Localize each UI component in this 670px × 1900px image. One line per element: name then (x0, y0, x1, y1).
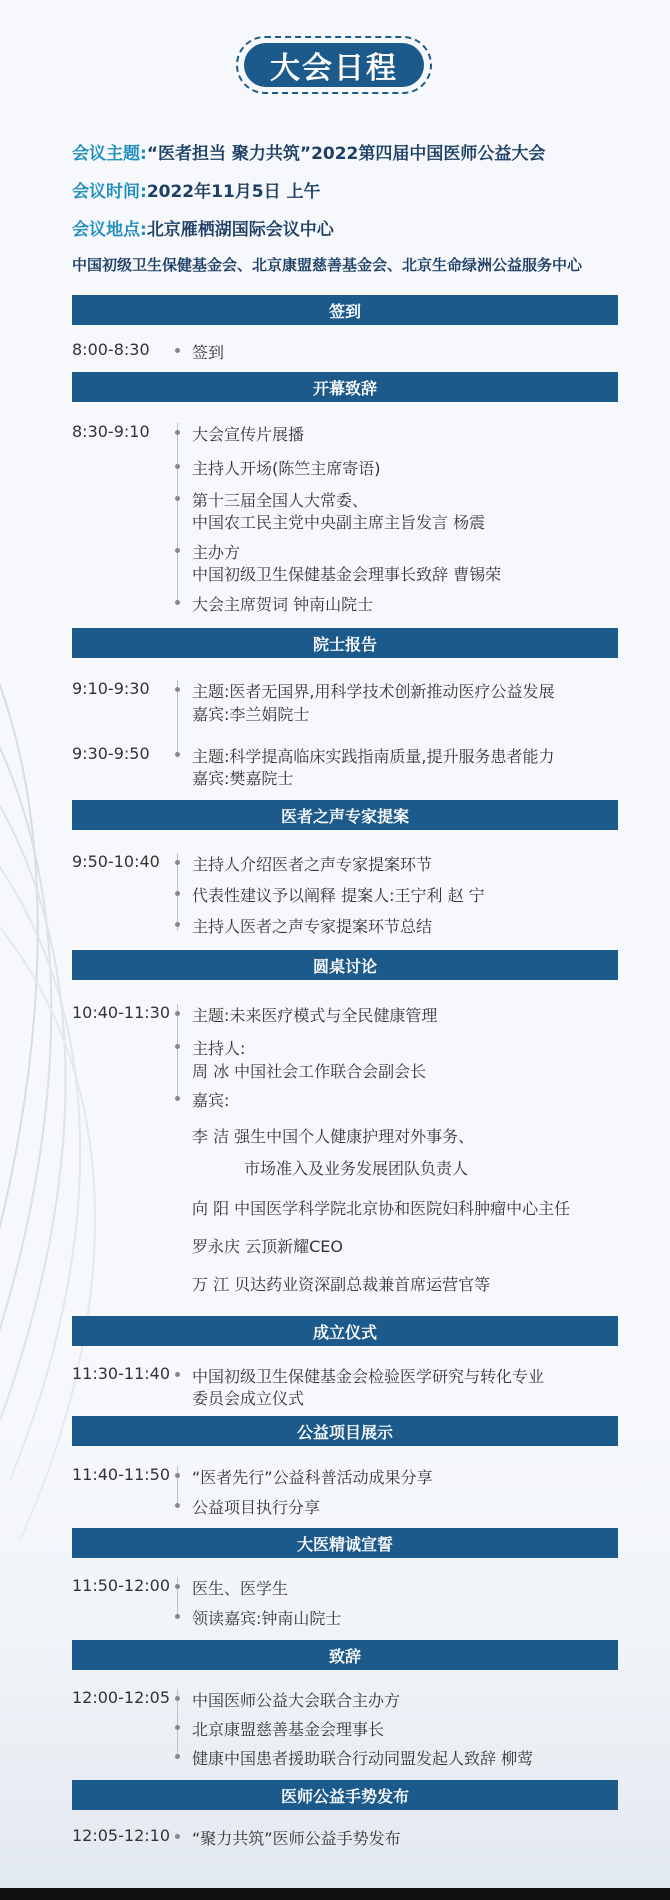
roundtable-topic: 主题:未来医疗模式与全民健康管理 (192, 1006, 438, 1025)
opening-item-2: 主持人开场(陈竺主席寄语) (192, 459, 381, 478)
opening-item-1: 大会宣传片展播 (192, 425, 305, 444)
speech-item-1: 中国医师公益大会联合主办方 (192, 1691, 401, 1710)
roundtable-guest-2: 向 阳 中国医学科学院北京协和医院妇科肿瘤中心主任 (192, 1199, 571, 1218)
section-header-roundtable: 圆桌讨论 (72, 950, 618, 980)
section-header-voice: 医者之声专家提案 (72, 800, 618, 830)
showcase-item-1: “医者先行”公益科普活动成果分享 (192, 1468, 433, 1487)
bullet-dot (175, 496, 180, 501)
time-opening: 8:30-9:10 (72, 422, 150, 441)
theme-label: 会议主题: (72, 144, 147, 164)
academician-guest-1: 嘉宾:李兰娟院士 (192, 705, 310, 724)
theme-line (72, 139, 545, 164)
roundtable-guest-1-cont: 市场准入及业务发展团队负责人 (244, 1159, 469, 1178)
time-line (72, 177, 321, 202)
timeline-line (177, 423, 178, 601)
showcase-item-2: 公益项目执行分享 (192, 1498, 321, 1517)
section-header-ceremony: 成立仪式 (72, 1316, 618, 1346)
page-title: 大会日程 (244, 43, 424, 87)
time-speech: 12:00-12:05 (72, 1688, 170, 1707)
bullet-dot (175, 1584, 180, 1589)
time-value: 2022年11月5日 上午 (146, 182, 321, 202)
bullet-dot (175, 1503, 180, 1508)
opening-item-7: 大会主席贺词 钟南山院士 (192, 595, 374, 614)
voice-item-2: 代表性建议予以阐释 提案人:王宁利 赵 宁 (192, 886, 485, 905)
oath-item-2: 领读嘉宾:钟南山院士 (192, 1609, 342, 1628)
bullet-dot (175, 1834, 180, 1839)
academician-topic-1: 主题:医者无国界,用科学技术创新推动医疗公益发展 (192, 682, 555, 701)
opening-item-5: 主办方 (192, 543, 241, 562)
voice-item-1: 主持人介绍医者之声专家提案环节 (192, 855, 433, 874)
ceremony-item-2: 委员会成立仪式 (192, 1389, 305, 1408)
timeline-line (177, 1004, 178, 1100)
bullet-dot (175, 1614, 180, 1619)
bullet-dot (175, 348, 180, 353)
opening-item-6: 中国初级卫生保健基金会理事长致辞 曹锡荣 (192, 565, 502, 584)
bullet-dot (175, 548, 180, 553)
ceremony-item-1: 中国初级卫生保健基金会检验医学研究与转化专业 (192, 1367, 545, 1386)
oath-item-1: 医生、医学生 (192, 1579, 289, 1598)
section-header-showcase: 公益项目展示 (72, 1416, 618, 1446)
bullet-dot (175, 1372, 180, 1377)
bullet-dot (175, 1725, 180, 1730)
roundtable-guest-3: 罗永庆 云顶新耀CEO (192, 1237, 343, 1256)
speech-item-2: 北京康盟慈善基金会理事长 (192, 1720, 385, 1739)
time-voice: 9:50-10:40 (72, 852, 160, 871)
bullet-dot (175, 600, 180, 605)
bullet-dot (175, 430, 180, 435)
time-academician-2: 9:30-9:50 (72, 744, 150, 763)
bullet-dot (175, 687, 180, 692)
timeline-line (177, 1577, 178, 1617)
time-gesture: 12:05-12:10 (72, 1826, 170, 1845)
venue-line (72, 215, 334, 240)
section-header-oath: 大医精诚宣誓 (72, 1528, 618, 1558)
section-header-academician: 院士报告 (72, 628, 618, 658)
section-header-opening: 开幕致辞 (72, 372, 618, 402)
title-badge (236, 36, 432, 94)
bullet-dot (175, 1011, 180, 1016)
roundtable-guests-label: 嘉宾: (192, 1091, 230, 1110)
time-oath: 11:50-12:00 (72, 1576, 170, 1595)
bullet-dot (175, 860, 180, 865)
roundtable-guest-4: 万 江 贝达药业资深副总裁兼首席运营官等 (192, 1275, 491, 1294)
bullet-dot (175, 1096, 180, 1101)
time-signin: 8:00-8:30 (72, 340, 150, 359)
roundtable-guest-1: 李 洁 强生中国个人健康护理对外事务、 (192, 1127, 475, 1146)
theme-value: “医者担当 聚力共筑”2022第四届中国医师公益大会 (146, 144, 546, 164)
bullet-dot (175, 1696, 180, 1701)
speech-item-3: 健康中国患者援助联合行动同盟发起人致辞 柳莺 (192, 1749, 534, 1768)
bullet-dot (175, 922, 180, 927)
section-header-gesture: 医师公益手势发布 (72, 1780, 618, 1810)
time-label: 会议时间: (72, 182, 147, 202)
academician-topic-2: 主题:科学提高临床实践指南质量,提升服务患者能力 (192, 747, 555, 766)
voice-item-3: 主持人医者之声专家提案环节总结 (192, 917, 433, 936)
roundtable-host: 周 冰 中国社会工作联合会副会长 (192, 1062, 427, 1081)
opening-item-3: 第十三届全国人大常委、 (192, 491, 369, 510)
timeline-line (177, 1466, 178, 1506)
bottom-edge-bar (0, 1888, 670, 1900)
organizers: 中国初级卫生保健基金会、北京康盟慈善基金会、北京生命绿洲公益服务中心 (72, 256, 583, 274)
opening-item-4: 中国农工民主党中央副主席主旨发言 杨震 (192, 513, 486, 532)
time-ceremony: 11:30-11:40 (72, 1364, 170, 1383)
bullet-dot (175, 1754, 180, 1759)
bullet-dot (175, 891, 180, 896)
section-header-speech: 致辞 (72, 1640, 618, 1670)
bullet-dot (175, 1044, 180, 1049)
roundtable-host-label: 主持人: (192, 1039, 246, 1058)
venue-label: 会议地点: (72, 220, 147, 240)
academician-guest-2: 嘉宾:樊嘉院士 (192, 769, 294, 788)
venue-value: 北京雁栖湖国际会议中心 (146, 220, 334, 240)
bullet-dot (175, 464, 180, 469)
time-showcase: 11:40-11:50 (72, 1465, 170, 1484)
gesture-item-1: “聚力共筑”医师公益手势发布 (192, 1829, 401, 1848)
time-academician-1: 9:10-9:30 (72, 679, 150, 698)
signin-item-1: 签到 (192, 343, 225, 362)
bullet-dot (175, 752, 180, 757)
section-header-signin: 签到 (72, 295, 618, 325)
bullet-dot (175, 1473, 180, 1478)
time-roundtable: 10:40-11:30 (72, 1003, 170, 1022)
